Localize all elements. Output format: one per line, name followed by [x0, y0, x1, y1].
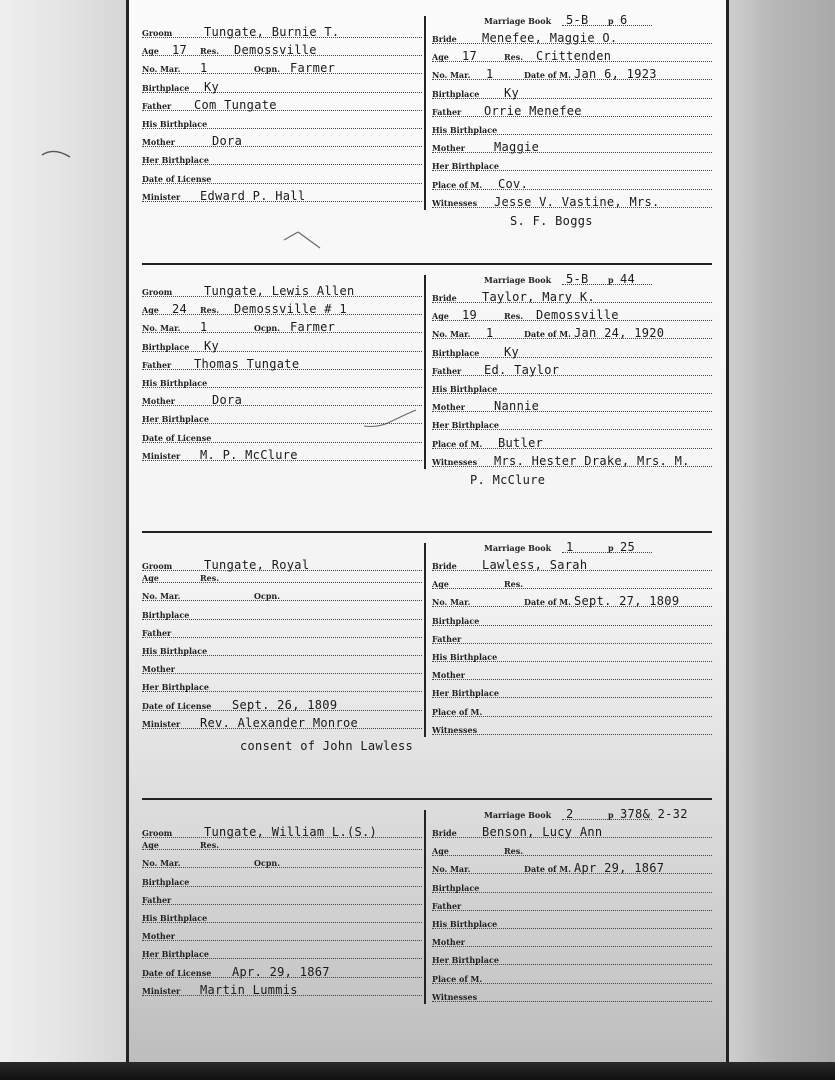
groom-date_of_license-label: Date of License [142, 967, 212, 978]
groom-age-label: Age [142, 573, 159, 584]
groom-name-label: Groom [142, 287, 173, 297]
groom-date_of_license-label: Date of License [142, 173, 212, 184]
bride-father-field [432, 630, 712, 646]
groom-birthplace-value: Ky [204, 79, 220, 94]
groom-name-value: Tungate, Burnie T. [204, 25, 340, 39]
groom-age-value: 17 [172, 43, 188, 58]
groom-father-value: Thomas Tungate [194, 356, 300, 371]
bride-birthplace-value: Ky [504, 85, 520, 100]
dotted-rule [432, 910, 712, 911]
bride-name-value: Taylor, Mary K. [482, 290, 595, 304]
groom-date_of_license-label: Date of License [142, 432, 212, 443]
groom-ocpn-label: Ocpn. [254, 591, 281, 602]
groom-no_mar-field [142, 60, 422, 76]
bride-father-field [432, 103, 712, 119]
dotted-rule [142, 73, 422, 74]
bride-name-label: Bride [432, 561, 457, 571]
dotted-rule [432, 855, 712, 856]
bride-age-value: 19 [462, 308, 478, 323]
groom-his_birthplace-label: His Birthplace [142, 378, 208, 388]
bride-no_mar-value: 1 [486, 326, 494, 341]
bride-his_birthplace-label: His Birthplace [432, 125, 498, 135]
groom-date_of_license-field [142, 429, 422, 445]
bride-no_mar-label: No. Mar. [432, 864, 471, 875]
bride-name-field [432, 557, 712, 573]
bride-her_birthplace-field [432, 684, 712, 700]
marriage-book-value: 1 [566, 540, 574, 554]
page-value: 6 [620, 13, 628, 27]
bride-father-field [432, 897, 712, 913]
groom-father-field [142, 356, 422, 372]
dotted-rule [142, 110, 422, 111]
bride-witnesses-label: Witnesses [432, 991, 478, 1002]
page-label: p [608, 275, 614, 285]
groom-birthplace-label: Birthplace [142, 82, 190, 93]
groom-mother-value: Dora [212, 134, 243, 149]
groom-name-field [142, 24, 422, 40]
marriage-book-field [484, 12, 652, 28]
bride-mother-label: Mother [432, 937, 466, 948]
bride-witnesses-value: Mrs. Hester Drake, Mrs. M. [494, 453, 690, 468]
bride-mother-value: Maggie [494, 140, 540, 155]
bride-age-field [432, 842, 712, 858]
bride-her_birthplace-label: Her Birthplace [432, 161, 499, 172]
groom-his_birthplace-field [142, 642, 422, 658]
bride-father-field [432, 362, 712, 378]
bride-res-label: Res. [504, 846, 524, 857]
groom-ocpn-label: Ocpn. [254, 858, 281, 869]
bride-name-value: Menefee, Maggie O. [482, 31, 618, 45]
bride-witnesses-field [432, 194, 712, 210]
dotted-rule [432, 79, 712, 80]
dotted-rule [432, 588, 712, 589]
groom-father-label: Father [142, 627, 172, 638]
bride-no_mar-field [432, 860, 712, 876]
bride-birthplace-field [432, 344, 712, 360]
groom-minister-label: Minister [142, 450, 181, 461]
groom-age-field [142, 42, 422, 58]
bride-witnesses-field [432, 721, 712, 737]
bride-place_of_m-label: Place of M. [432, 438, 483, 449]
bride-her_birthplace-field [432, 951, 712, 967]
groom-father-label: Father [142, 359, 172, 370]
groom-res-value: Demossville [234, 43, 317, 58]
card-right-border [726, 0, 729, 1062]
bride-age-label: Age [432, 579, 449, 590]
groom-birthplace-field [142, 338, 422, 354]
groom-age-label: Age [142, 46, 159, 57]
dotted-rule [142, 405, 422, 406]
bride-witnesses-value: Jesse V. Vastine, Mrs. [494, 194, 660, 209]
groom-age-label: Age [142, 840, 159, 851]
groom-name-value: Tungate, William L.(S.) [204, 825, 378, 839]
bride-place_of_m-label: Place of M. [432, 973, 483, 984]
marriage-book-field [484, 806, 688, 822]
dotted-rule [142, 904, 422, 905]
dotted-rule [562, 552, 652, 553]
dotted-rule [142, 600, 422, 601]
bride-name-field [432, 824, 712, 840]
page-label: p [608, 810, 614, 820]
groom-his_birthplace-field [142, 909, 422, 925]
dotted-rule [142, 582, 422, 583]
dotted-rule [142, 673, 422, 674]
groom-birthplace-label: Birthplace [142, 341, 190, 352]
groom-no_mar-value: 1 [200, 320, 208, 335]
groom-no_mar-field [142, 587, 422, 603]
groom-her_birthplace-field [142, 945, 422, 961]
record-separator [142, 263, 712, 265]
bride-mother-field [432, 666, 712, 682]
groom-age-field [142, 569, 422, 585]
bride-birthplace-field [432, 612, 712, 628]
groom-minister-field [142, 447, 422, 463]
groom-res-label: Res. [200, 573, 220, 584]
bride-age-label: Age [432, 52, 449, 63]
bride-mother-label: Mother [432, 402, 466, 413]
bride-name-label: Bride [432, 34, 457, 44]
bride-mother-field [432, 933, 712, 949]
bride-her_birthplace-label: Her Birthplace [432, 420, 499, 431]
dotted-rule [432, 411, 712, 412]
bride-his_birthplace-label: His Birthplace [432, 652, 498, 662]
bride-res-label: Res. [504, 52, 524, 63]
bride-mother-value: Nannie [494, 399, 540, 414]
groom-no_mar-field [142, 854, 422, 870]
groom-date_of_license-field [142, 964, 422, 980]
dotted-rule [432, 643, 712, 644]
column-divider [424, 543, 426, 737]
bride-place_of_m-value: Butler [498, 435, 544, 450]
margin-pencil-mark [40, 145, 80, 165]
groom-minister-value: M. P. McClure [200, 447, 298, 462]
bride-name-field [432, 30, 712, 46]
groom-name-value: Tungate, Royal [204, 558, 310, 572]
marriage-book-label: Marriage Book [484, 16, 552, 26]
bride-age-field [432, 307, 712, 323]
groom-res-value: Demossville # 1 [234, 302, 347, 317]
groom-date_of_license-value: Sept. 26, 1809 [232, 697, 338, 712]
bride-witnesses-label: Witnesses [432, 456, 478, 467]
groom-name-value: Tungate, Lewis Allen [204, 284, 355, 298]
groom-her_birthplace-label: Her Birthplace [142, 414, 209, 425]
groom-ocpn-label: Ocpn. [254, 64, 281, 75]
groom-res-label: Res. [200, 305, 220, 316]
bride-birthplace-label: Birthplace [432, 615, 480, 626]
record-note: consent of John Lawless [240, 739, 414, 753]
groom-father-value: Com Tungate [194, 97, 277, 112]
groom-age-field [142, 301, 422, 317]
bride-her_birthplace-label: Her Birthplace [432, 955, 499, 966]
dotted-rule [142, 637, 422, 638]
bride-no_mar-field [432, 66, 712, 82]
pencil-check-mark [280, 228, 330, 256]
bride-no_mar-label: No. Mar. [432, 70, 471, 81]
groom-no_mar-label: No. Mar. [142, 64, 181, 75]
bride-father-value: Ed. Taylor [484, 362, 560, 377]
bride-witnesses-field [432, 988, 712, 1004]
bride-father-label: Father [432, 106, 462, 117]
groom-res-label: Res. [200, 840, 220, 851]
groom-res-label: Res. [200, 46, 220, 57]
bride-no_mar-label: No. Mar. [432, 329, 471, 340]
groom-father-field [142, 624, 422, 640]
bride-name-value: Lawless, Sarah [482, 558, 588, 572]
groom-age-value: 24 [172, 302, 188, 317]
groom-birthplace-field [142, 606, 422, 622]
bride-place_of_m-field [432, 435, 712, 451]
groom-minister-label: Minister [142, 191, 181, 202]
groom-mother-label: Mother [142, 664, 176, 675]
bride-res-label: Res. [504, 579, 524, 590]
bride-res-label: Res. [504, 311, 524, 322]
bride-age-value: 17 [462, 49, 478, 64]
bride-date_of_m-value: Apr 29, 1867 [574, 861, 665, 876]
groom-name-label: Groom [142, 828, 173, 838]
bride-birthplace-value: Ky [504, 344, 520, 359]
groom-mother-field [142, 927, 422, 943]
column-divider [424, 16, 426, 210]
bride-name-label: Bride [432, 828, 457, 838]
bride-his_birthplace-field [432, 121, 712, 137]
bride-his_birthplace-field [432, 380, 712, 396]
groom-date_of_license-field [142, 170, 422, 186]
groom-mother-value: Dora [212, 393, 243, 408]
groom-no_mar-label: No. Mar. [142, 858, 181, 869]
groom-age-field [142, 836, 422, 852]
groom-father-label: Father [142, 894, 172, 905]
dotted-rule [142, 146, 422, 147]
marriage-book-value: 5-B [566, 13, 589, 27]
bride-no_mar-field [432, 593, 712, 609]
page-value: 378& 2-32 [620, 807, 688, 821]
bride-birthplace-label: Birthplace [432, 88, 480, 99]
groom-mother-field [142, 133, 422, 149]
bride-no_mar-label: No. Mar. [432, 597, 471, 608]
bride-date_of_m-value: Jan 6, 1923 [574, 67, 657, 82]
marriage-book-label: Marriage Book [484, 543, 552, 553]
dotted-rule [432, 375, 712, 376]
groom-her_birthplace-field [142, 151, 422, 167]
dotted-rule [432, 152, 712, 153]
witnesses-continued: S. F. Boggs [510, 214, 593, 228]
page-label: p [608, 543, 614, 553]
groom-her_birthplace-label: Her Birthplace [142, 155, 209, 166]
bride-father-label: Father [432, 365, 462, 376]
bride-mother-field [432, 139, 712, 155]
record-separator [142, 798, 712, 800]
groom-mother-field [142, 392, 422, 408]
groom-her_birthplace-label: Her Birthplace [142, 682, 209, 693]
groom-ocpn-label: Ocpn. [254, 323, 281, 334]
groom-her_birthplace-label: Her Birthplace [142, 949, 209, 960]
groom-birthplace-field [142, 79, 422, 95]
dotted-rule [432, 338, 712, 339]
groom-birthplace-label: Birthplace [142, 876, 190, 887]
bride-mother-field [432, 398, 712, 414]
groom-minister-value: Rev. Alexander Monroe [200, 715, 359, 730]
bride-her_birthplace-field [432, 157, 712, 173]
bride-no_mar-value: 1 [486, 67, 494, 82]
groom-minister-field [142, 715, 422, 731]
bride-birthplace-label: Birthplace [432, 882, 480, 893]
bride-date_of_m-label: Date of M. [524, 597, 571, 608]
groom-minister-field [142, 188, 422, 204]
bride-father-value: Orrie Menefee [484, 103, 582, 118]
groom-date_of_license-label: Date of License [142, 700, 212, 711]
groom-minister-value: Martin Lummis [200, 982, 298, 997]
groom-his_birthplace-label: His Birthplace [142, 119, 208, 129]
bride-witnesses-field [432, 453, 712, 469]
groom-name-label: Groom [142, 561, 173, 571]
bride-name-label: Bride [432, 293, 457, 303]
groom-no_mar-label: No. Mar. [142, 323, 181, 334]
right-edge [728, 0, 835, 1080]
bride-place_of_m-label: Place of M. [432, 706, 483, 717]
marriage-book-field [484, 271, 652, 287]
bride-his_birthplace-label: His Birthplace [432, 919, 498, 929]
dotted-rule [432, 873, 712, 874]
marriage-book-value: 5-B [566, 272, 589, 286]
column-divider [424, 275, 426, 469]
groom-his_birthplace-field [142, 115, 422, 131]
bride-mother-label: Mother [432, 670, 466, 681]
groom-mother-label: Mother [142, 396, 176, 407]
bride-place_of_m-field [432, 176, 712, 192]
bride-father-label: Father [432, 633, 462, 644]
bride-no_mar-field [432, 325, 712, 341]
bride-his_birthplace-field [432, 648, 712, 664]
dotted-rule [432, 679, 712, 680]
bride-birthplace-field [432, 879, 712, 895]
groom-his_birthplace-label: His Birthplace [142, 646, 208, 656]
bride-his_birthplace-field [432, 915, 712, 931]
groom-name-label: Groom [142, 28, 173, 38]
groom-father-field [142, 891, 422, 907]
bride-birthplace-label: Birthplace [432, 347, 480, 358]
bride-her_birthplace-label: Her Birthplace [432, 688, 499, 699]
page-label: p [608, 16, 614, 26]
groom-age-label: Age [142, 305, 159, 316]
bride-her_birthplace-field [432, 416, 712, 432]
groom-date_of_license-value: Apr. 29, 1867 [232, 964, 330, 979]
bride-age-label: Age [432, 846, 449, 857]
marriage-book-label: Marriage Book [484, 810, 552, 820]
bottom-shadow [0, 1062, 835, 1080]
groom-mother-label: Mother [142, 931, 176, 942]
dotted-rule [432, 946, 712, 947]
bride-date_of_m-value: Sept. 27, 1809 [574, 594, 680, 609]
bride-his_birthplace-label: His Birthplace [432, 384, 498, 394]
groom-her_birthplace-field [142, 678, 422, 694]
groom-minister-value: Edward P. Hall [200, 188, 306, 203]
groom-minister-field [142, 982, 422, 998]
groom-his_birthplace-label: His Birthplace [142, 913, 208, 923]
dotted-rule [142, 940, 422, 941]
bride-place_of_m-value: Cov. [498, 176, 529, 191]
marriage-book-field [484, 539, 652, 555]
groom-father-field [142, 97, 422, 113]
bride-date_of_m-label: Date of M. [524, 329, 571, 340]
groom-birthplace-value: Ky [204, 338, 220, 353]
groom-date_of_license-field [142, 697, 422, 713]
bride-place_of_m-label: Place of M. [432, 179, 483, 190]
bride-name-value: Benson, Lucy Ann [482, 825, 603, 839]
bride-witnesses-label: Witnesses [432, 724, 478, 735]
bride-date_of_m-label: Date of M. [524, 70, 571, 81]
witnesses-continued: P. McClure [470, 473, 546, 487]
bride-witnesses-label: Witnesses [432, 197, 478, 208]
bride-date_of_m-value: Jan 24, 1920 [574, 326, 665, 341]
groom-her_birthplace-field [142, 410, 422, 426]
groom-minister-label: Minister [142, 718, 181, 729]
bride-mother-label: Mother [432, 143, 466, 154]
groom-father-label: Father [142, 100, 172, 111]
bride-place_of_m-field [432, 703, 712, 719]
groom-birthplace-field [142, 873, 422, 889]
marriage-book-value: 2 [566, 807, 574, 821]
bride-father-label: Father [432, 900, 462, 911]
dotted-rule [142, 849, 422, 850]
groom-no_mar-label: No. Mar. [142, 591, 181, 602]
card-left-border [126, 0, 129, 1062]
dotted-rule [142, 332, 422, 333]
record-separator [142, 531, 712, 533]
bride-name-field [432, 289, 712, 305]
bride-res-value: Demossville [536, 308, 619, 323]
dotted-rule [142, 867, 422, 868]
bride-age-field [432, 48, 712, 64]
marriage-book-label: Marriage Book [484, 275, 552, 285]
groom-ocpn-value: Farmer [290, 61, 336, 76]
bride-res-value: Crittenden [536, 49, 612, 64]
bride-date_of_m-label: Date of M. [524, 864, 571, 875]
groom-birthplace-label: Birthplace [142, 609, 190, 620]
page-value: 25 [620, 540, 636, 554]
bride-place_of_m-field [432, 970, 712, 986]
page-value: 44 [620, 272, 636, 286]
column-divider [424, 810, 426, 1004]
bride-birthplace-field [432, 85, 712, 101]
groom-no_mar-value: 1 [200, 61, 208, 76]
groom-name-field [142, 283, 422, 299]
bride-age-label: Age [432, 311, 449, 322]
groom-mother-field [142, 660, 422, 676]
groom-minister-label: Minister [142, 985, 181, 996]
groom-mother-label: Mother [142, 137, 176, 148]
groom-ocpn-value: Farmer [290, 320, 336, 335]
groom-no_mar-field [142, 319, 422, 335]
groom-his_birthplace-field [142, 374, 422, 390]
bride-age-field [432, 575, 712, 591]
